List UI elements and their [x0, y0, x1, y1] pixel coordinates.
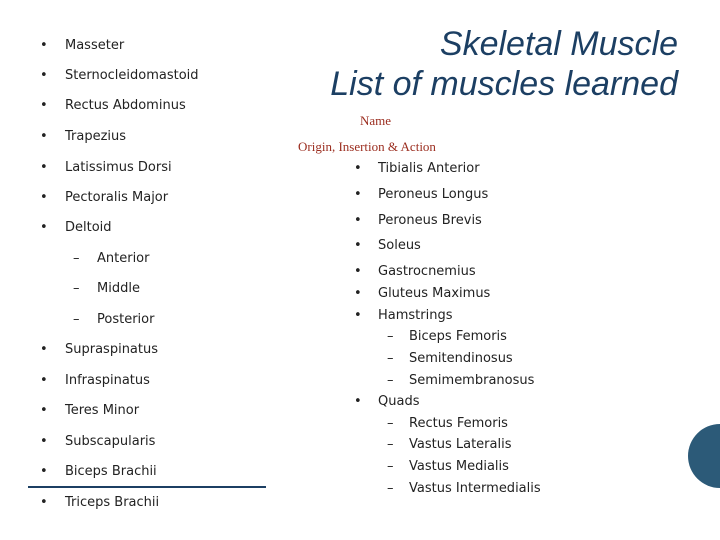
list-item-text: Vastus Lateralis [409, 437, 512, 452]
bullet-marker: • [40, 190, 48, 205]
bullet-marker: • [40, 342, 48, 357]
list-item-text: Rectus Abdominus [65, 98, 186, 113]
bullet-marker: • [40, 98, 48, 113]
bullet-marker: • [40, 464, 48, 479]
title-line-2: List of muscles learned [330, 65, 678, 103]
list-item-text: Pectoralis Major [65, 190, 169, 205]
bullet-marker: – [387, 373, 394, 388]
bullet-marker: • [354, 264, 362, 279]
bullet-marker: – [387, 437, 394, 452]
list-item-text: Peroneus Brevis [378, 213, 482, 228]
bullet-marker: – [387, 351, 394, 366]
bullet-marker: • [40, 220, 48, 235]
slide-title [330, 24, 678, 104]
bullet-marker: • [354, 286, 362, 301]
list-item-text: Biceps Femoris [409, 329, 507, 344]
bullet-marker: • [354, 161, 362, 176]
list-item-text: Peroneus Longus [378, 187, 489, 202]
list-item-text: Semimembranosus [409, 373, 535, 388]
list-item-text: Vastus Intermedialis [409, 481, 541, 496]
bullet-marker: – [73, 281, 80, 296]
list-item-text: Rectus Femoris [409, 416, 508, 431]
list-item-text: Posterior [97, 312, 155, 327]
list-item-text: Soleus [378, 238, 421, 253]
bullet-marker: • [354, 308, 362, 323]
bullet-marker: • [354, 238, 362, 253]
bullet-marker: – [73, 251, 80, 266]
bullet-marker: • [40, 129, 48, 144]
bullet-marker: • [40, 373, 48, 388]
bullet-marker: – [387, 481, 394, 496]
list-item-text: Latissimus Dorsi [65, 160, 172, 175]
list-item-text: Tibialis Anterior [378, 161, 480, 176]
divider-line [28, 486, 266, 488]
decorative-circle [688, 424, 720, 488]
list-item-text: Deltoid [65, 220, 112, 235]
list-item-text: Vastus Medialis [409, 459, 509, 474]
list-item-text: Masseter [65, 38, 125, 53]
list-item-text: Biceps Brachii [65, 464, 157, 479]
bullet-marker: • [40, 495, 48, 510]
list-item-text: Middle [97, 281, 140, 296]
bullet-marker: • [40, 68, 48, 83]
list-item-text: Triceps Brachii [65, 495, 160, 510]
list-item-text: Anterior [97, 251, 150, 266]
bullet-marker: – [73, 312, 80, 327]
list-item-text: Teres Minor [65, 403, 140, 418]
list-item-text: Infraspinatus [65, 373, 150, 388]
bullet-marker: • [354, 187, 362, 202]
list-item-text: Gluteus Maximus [378, 286, 491, 301]
bullet-marker: • [40, 38, 48, 53]
bullet-marker: • [40, 160, 48, 175]
list-item-text: Sternocleidomastoid [65, 68, 199, 83]
bullet-marker: • [40, 403, 48, 418]
bullet-marker: • [354, 213, 362, 228]
bullet-marker: – [387, 329, 394, 344]
name-heading: Name [360, 113, 392, 128]
list-item-text: Quads [378, 394, 420, 409]
list-item-text: Supraspinatus [65, 342, 159, 357]
list-item-text: Subscapularis [65, 434, 156, 449]
list-item-text: Trapezius [65, 129, 127, 144]
bullet-marker: • [40, 434, 48, 449]
bullet-marker: – [387, 416, 394, 431]
bullet-marker: • [354, 394, 362, 409]
bullet-marker: – [387, 459, 394, 474]
title-line-1: Skeletal Muscle [439, 25, 678, 63]
list-item-text: Gastrocnemius [378, 264, 476, 279]
origin-insertion-action-heading: Origin, Insertion & Action [298, 139, 436, 154]
list-item-text: Semitendinosus [409, 351, 513, 366]
list-item-text: Hamstrings [378, 308, 453, 323]
